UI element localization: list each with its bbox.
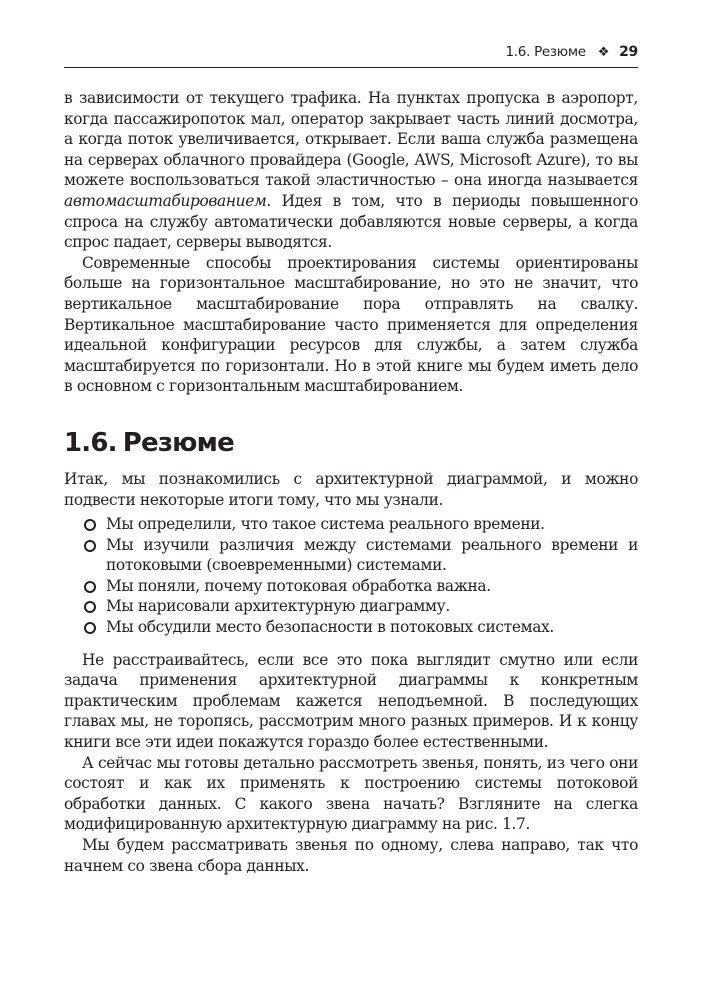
header-rule — [64, 67, 638, 68]
list-item: Мы обсудили место безопасности в потоковых системах. — [64, 617, 638, 638]
italic-term: автомасштабированием — [64, 191, 267, 210]
list-item: Мы поняли, почему потоковая обработка важна. — [64, 576, 638, 597]
circle-bullet-icon — [84, 519, 96, 531]
section-title: Резюме — [122, 427, 234, 458]
summary-intro: Итак, мы познакомились с архитектурной диаграммой, и можно подвести некоторые итоги тому, что мы узнали. — [64, 469, 638, 509]
paragraph-continued: в зависимости от текущего трафика. На пунктах пропуска в аэропорт, когда пассажиропоток мал, оператор закрывает часть линий досмотра, а когда поток увеличивается, открывает. Если ваша служба размещена на серверах облачного провайдера (Google, AWS, Microsoft Azure), то вы можете воспользоваться такой эластичностью – она иногда называется автомасштабированием. Идея в том, что в периоды повышенного спроса на службу автоматически добавляются новые серверы, а когда спрос падает, серверы выводятся. — [64, 89, 638, 252]
paragraph: Современные способы проектирования системы ориентированы больше на горизонтальное масштабирование, но это не значит, что вертикальное масштабирование пора отправлять на свалку. Вертикальное масштабирование часто применяется для определения идеальной конфигурации ресурсов для службы, а затем служба масштабируется по горизонтали. Но в этой книге мы будем иметь дело в основном с горизонтальным масштабированием. — [64, 253, 638, 396]
paragraph: Мы будем рассматривать звенья по одному, слева направо, так что начнем со звена сбора данных. — [64, 836, 638, 875]
circle-bullet-icon — [84, 540, 96, 552]
running-header-section: 1.6. Резюме — [505, 44, 586, 60]
running-header — [64, 44, 638, 66]
page-content — [64, 88, 638, 876]
summary-list — [64, 514, 638, 638]
circle-bullet-icon — [84, 581, 96, 593]
paragraph: А сейчас мы готовы детально рассмотреть звенья, понять, из чего они состоят и как их применять к построению системы потоковой обработки данных. С какого звена начать? Взгляните на слегка модифицированную архитектурную диаграмму на рис. 1.7. — [64, 753, 638, 834]
paragraph: Не расстраивайтесь, если все это пока выглядит смутно или если задача применения архитектурной диаграммы к конкретным практическим проблемам кажется неподъемной. В последующих главах мы, не торопясь, рассмотрим много разных примеров. И к концу книги все эти идеи покажутся гораздо более естественными. — [64, 650, 638, 752]
list-item: Мы определили, что такое система реального времени. — [64, 514, 638, 535]
fleuron-icon: ❖ — [597, 45, 610, 60]
section-number: 1.6. — [64, 427, 117, 458]
section-heading — [64, 427, 638, 459]
list-item: Мы изучили различия между системами реального времени и потоковыми (своевременными) системами. — [64, 535, 638, 576]
circle-bullet-icon — [84, 601, 96, 613]
circle-bullet-icon — [84, 622, 96, 634]
list-item: Мы нарисовали архитектурную диаграмму. — [64, 596, 638, 617]
page-number: 29 — [619, 44, 638, 60]
